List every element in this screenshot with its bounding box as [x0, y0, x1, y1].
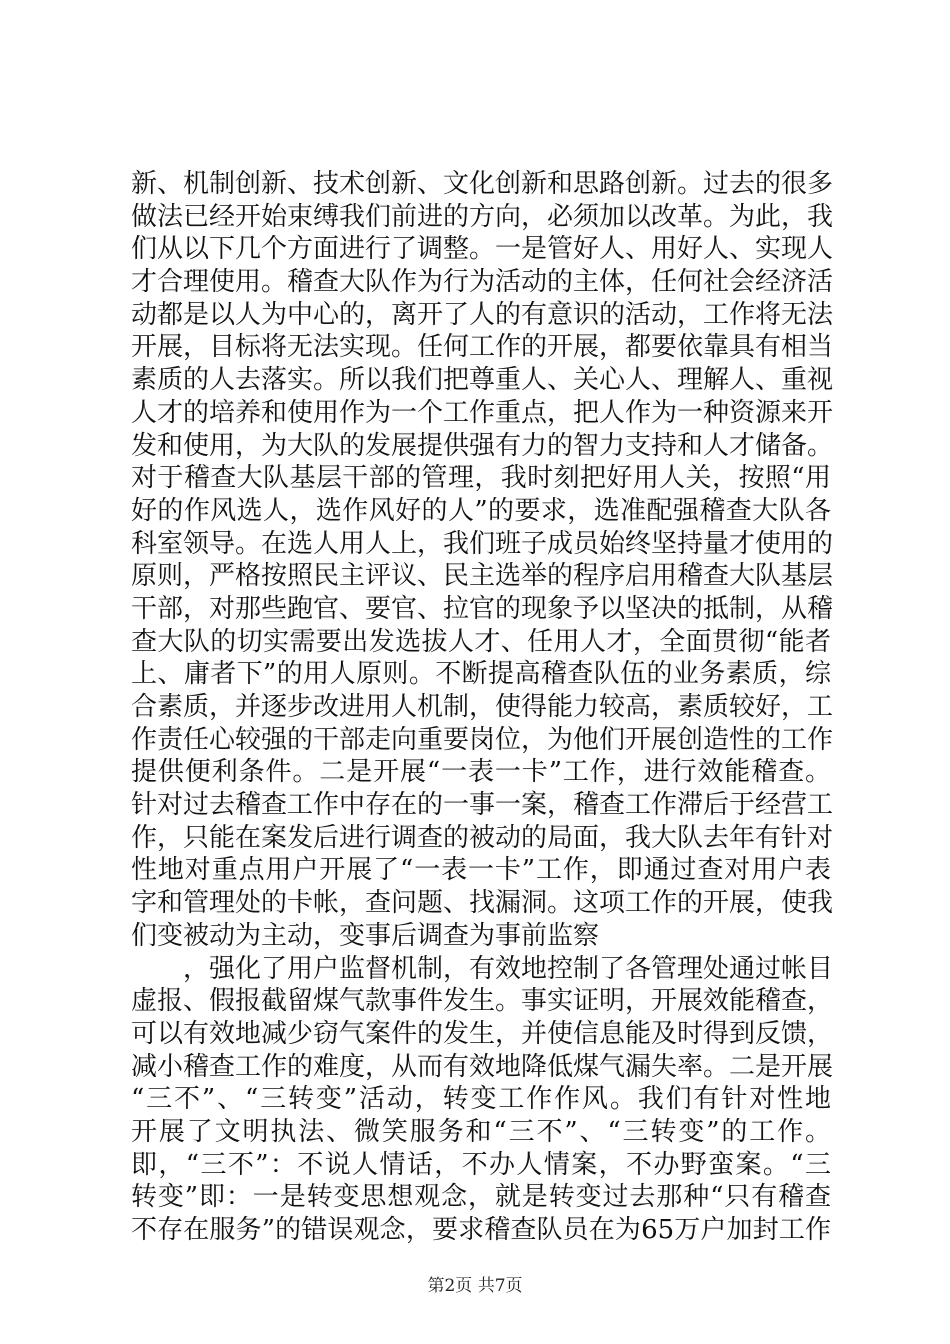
text-line: 动都是以人为中心的，离开了人的有意识的活动，工作将无法: [131, 299, 834, 330]
text-line: 字和管理处的卡帐，查问题、找漏洞。这项工作的开展，使我: [131, 888, 834, 919]
text-line: 可以有效地减少窃气案件的发生，并使信息能及时得到反馈，: [131, 1018, 834, 1049]
text-line: 素质的人去落实。所以我们把尊重人、关心人、理解人、重视: [131, 365, 834, 396]
text-line: 作，只能在案发后进行调查的被动的局面，我大队去年有针对: [131, 822, 834, 853]
text-line: 转变”即：一是转变思想观念，就是转变过去那种“只有稽查: [131, 1182, 831, 1213]
text-line: 新、机制创新、技术创新、文化创新和思路创新。过去的很多: [131, 169, 834, 199]
text-line: 对于稽查大队基层干部的管理，我时刻把好用人关，按照“用: [131, 463, 831, 494]
text-line: 开展，目标将无法实现。任何工作的开展，都要依靠具有相当: [131, 332, 834, 363]
text-line: 做法已经开始束缚我们前进的方向，必须加以改革。为此，我: [131, 201, 834, 232]
text-line: 开展了文明执法、微笑服务和“三不”、“三转变”的工作。: [131, 1116, 831, 1147]
text-line: 好的作风选人，选作风好的人”的要求，选准配强稽查大队各: [131, 495, 831, 526]
text-line: 合素质，并逐步改进用人机制，使得能力较高，素质较好，工: [131, 692, 834, 722]
text-line: 即，“三不”：不说人情话，不办人情案，不办野蛮案。“三: [131, 1149, 831, 1180]
text-line: 们变被动为主动，变事后调查为事前监察: [131, 920, 600, 951]
text-line: 干部，对那些跑官、要官、拉官的现象予以坚决的抵制，从稽: [131, 593, 834, 624]
text-line: 上、庸者下”的用人原则。不断提高稽查队伍的业务素质，综: [131, 659, 831, 690]
text-line: 提供便利条件。二是开展“一表一卡”工作，进行效能稽查。: [131, 757, 831, 788]
text-line: 发和使用，为大队的发展提供强有力的智力支持和人才储备。: [131, 430, 834, 461]
text-line: 科室领导。在选人用人上，我们班子成员始终坚持量才使用的: [131, 528, 834, 559]
text-line: ，强化了用户监督机制，有效地控制了各管理处通过帐目: [183, 953, 834, 984]
text-line: 虚报、假报截留煤气款事件发生。事实证明，开展效能稽查，: [131, 986, 834, 1017]
text-line: 减小稽查工作的难度，从而有效地降低煤气漏失率。二是开展: [131, 1051, 834, 1082]
text-line: 们从以下几个方面进行了调整。一是管好人、用好人、实现人: [131, 234, 834, 265]
text-line: 针对过去稽查工作中存在的一事一案，稽查工作滞后于经营工: [131, 790, 834, 821]
page-footer: 第2页 共7页: [427, 1276, 523, 1296]
text-line: 作责任心较强的干部走向重要岗位，为他们开展创造性的工作: [131, 724, 834, 755]
text-line: 性地对重点用户开展了“一表一卡”工作，即通过查对用户表: [131, 855, 831, 886]
text-line: “三不”、“三转变”活动，转变工作作风。我们有针对性地: [131, 1084, 831, 1115]
text-line: 查大队的切实需要出发选拔人才、任用人才，全面贯彻“能者: [131, 626, 831, 657]
body-text: [131, 168, 834, 1247]
text-line: 才合理使用。稽查大队作为行为活动的主体，任何社会经济活: [131, 267, 834, 298]
text-line: 不存在服务”的错误观念，要求稽查队员在为65万户加封工作: [131, 1215, 831, 1245]
text-line: 原则，严格按照民主评议、民主选举的程序启用稽查大队基层: [131, 561, 834, 592]
text-line: 人才的培养和使用作为一个工作重点，把人作为一种资源来开: [131, 397, 834, 428]
